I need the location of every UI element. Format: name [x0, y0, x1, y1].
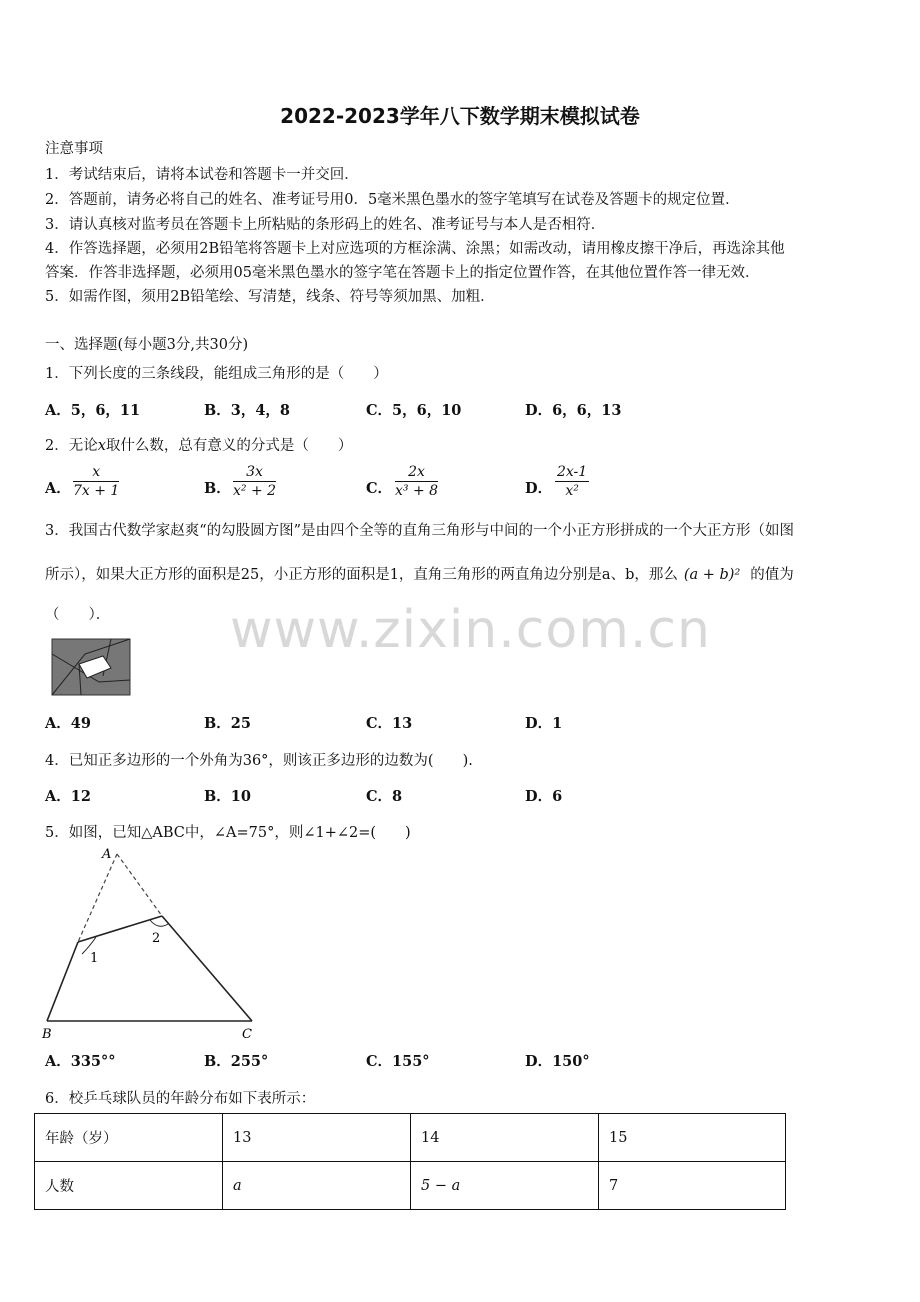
q3-option-a: A．49	[45, 715, 91, 732]
fraction-denominator: x²	[565, 483, 579, 499]
fraction-numerator: 3x	[233, 464, 276, 482]
pythagoras-square-figure	[51, 638, 131, 696]
notice-item: 4．作答选择题，必须用2B铅笔将答题卡上对应选项的方框涂满、涂黑；如需改动，请用橡皮擦干净后，再选涂其他	[45, 241, 785, 257]
table-cell: 7	[599, 1162, 786, 1210]
angle-label-1: 1	[90, 951, 99, 966]
fraction-numerator: x	[73, 464, 119, 482]
vertex-label-c: C	[242, 1027, 252, 1042]
table-cell: 5 − a	[411, 1162, 599, 1210]
q4-option-d: D．6	[525, 788, 563, 805]
q2-label-b: B．	[204, 480, 231, 497]
vertex-label-a: A	[102, 847, 112, 862]
question-3-line-3: （ ）．	[45, 607, 111, 623]
q4-option-c: C．8	[366, 788, 403, 805]
question-6-stem: 6．校乒乓球队员的年龄分布如下表所示：	[45, 1091, 316, 1107]
table-row	[35, 1114, 786, 1162]
section-heading: 一、选择题(每小题3分,共30分)	[45, 337, 249, 353]
question-2-stem	[45, 434, 352, 455]
q2-option-b-fraction	[233, 464, 276, 499]
question-1-stem: 1．下列长度的三条线段，能组成三角形的是（ ）	[45, 366, 388, 382]
table-cell: 14	[411, 1114, 599, 1162]
q2-label-d: D．	[525, 480, 553, 497]
fraction-denominator: x³ + 8	[395, 483, 439, 499]
table-row	[35, 1162, 786, 1210]
q2-label-a: A．	[45, 480, 71, 497]
fraction-denominator: x² + 2	[233, 483, 277, 499]
table-cell: 年龄（岁）	[35, 1114, 223, 1162]
notice-item: 2．答题前，请务必将自己的姓名、准考证号用0．5毫米黑色墨水的签字笔填写在试卷及答题卡的规定位置．	[45, 192, 740, 208]
fraction-numerator: 2x	[395, 464, 438, 482]
q4-option-b: B．10	[204, 788, 251, 805]
table-cell: 15	[599, 1114, 786, 1162]
vertex-label-b: B	[42, 1027, 52, 1042]
notice-heading: 注意事项	[45, 141, 103, 157]
q3-expression: (a + b)²	[683, 567, 741, 583]
angle-label-2: 2	[152, 931, 161, 946]
notice-item: 3．请认真核对监考员在答题卡上所粘贴的条形码上的姓名、准考证号与本人是否相符．	[45, 217, 606, 233]
q1-option-d: D．6，6，13	[525, 402, 622, 419]
question-3-line-1: 3．我国古代数学家赵爽“的勾股圆方图”是由四个全等的直角三角形与中间的一个小正方形拼成的一个大正方形（如图	[45, 523, 795, 539]
q5-option-a: A．335°°	[45, 1053, 116, 1070]
q5-option-c: C．155°	[366, 1053, 430, 1070]
q1-option-b: B．3，4，8	[204, 402, 291, 419]
watermark: www.zixin.com.cn	[230, 600, 711, 660]
q4-option-a: A．12	[45, 788, 91, 805]
question-5-stem: 5．如图，已知△ABC中，∠A=75°，则∠1+∠2=( )	[45, 825, 411, 841]
table-cell: a	[223, 1162, 411, 1210]
q2-option-c-fraction	[395, 464, 438, 499]
fraction-denominator: 7x + 1	[73, 483, 120, 499]
age-distribution-table	[34, 1113, 786, 1210]
q2-stem-pre: 2．无论	[45, 438, 98, 454]
table-cell: 人数	[35, 1162, 223, 1210]
table-cell: 13	[223, 1114, 411, 1162]
q3-option-d: D．1	[525, 715, 563, 732]
q5-option-d: D．150°	[525, 1053, 590, 1070]
q2-option-d-fraction	[555, 464, 589, 499]
q5-option-b: B．255°	[204, 1053, 269, 1070]
q1-option-a: A．5，6，11	[45, 402, 141, 419]
q3-line2-pre: 所示），如果大正方形的面积是25，小正方形的面积是1，直角三角形的两直角边分别是a、b，那么	[45, 567, 678, 583]
fraction-numerator: 2x-1	[557, 464, 588, 480]
page-title: 2022-2023学年八下数学期末模拟试卷	[280, 104, 640, 128]
q3-option-b: B．25	[204, 715, 251, 732]
q2-stem-post: 取什么数，总有意义的分式是（ ）	[105, 438, 353, 454]
notice-item: 1．考试结束后，请将本试卷和答题卡一并交回．	[45, 167, 359, 183]
q2-label-c: C．	[366, 480, 393, 497]
notice-item: 答案．作答非选择题，必须用05毫米黑色墨水的签字笔在答题卡上的指定位置作答，在其他位置作答一律无效．	[45, 265, 760, 281]
q2-stem-var: x	[97, 438, 106, 454]
q1-option-c: C．5，6，10	[366, 402, 462, 419]
q2-option-a-fraction	[73, 464, 119, 499]
q3-line2-post: 的值为	[750, 567, 794, 583]
question-3-line-2	[45, 563, 794, 584]
triangle-figure	[40, 846, 270, 1042]
question-4-stem: 4．已知正多边形的一个外角为36°，则该正多边形的边数为( ).	[45, 753, 473, 769]
notice-item: 5．如需作图，须用2B铅笔绘、写清楚，线条、符号等须加黑、加粗．	[45, 289, 495, 305]
q3-option-c: C．13	[366, 715, 413, 732]
